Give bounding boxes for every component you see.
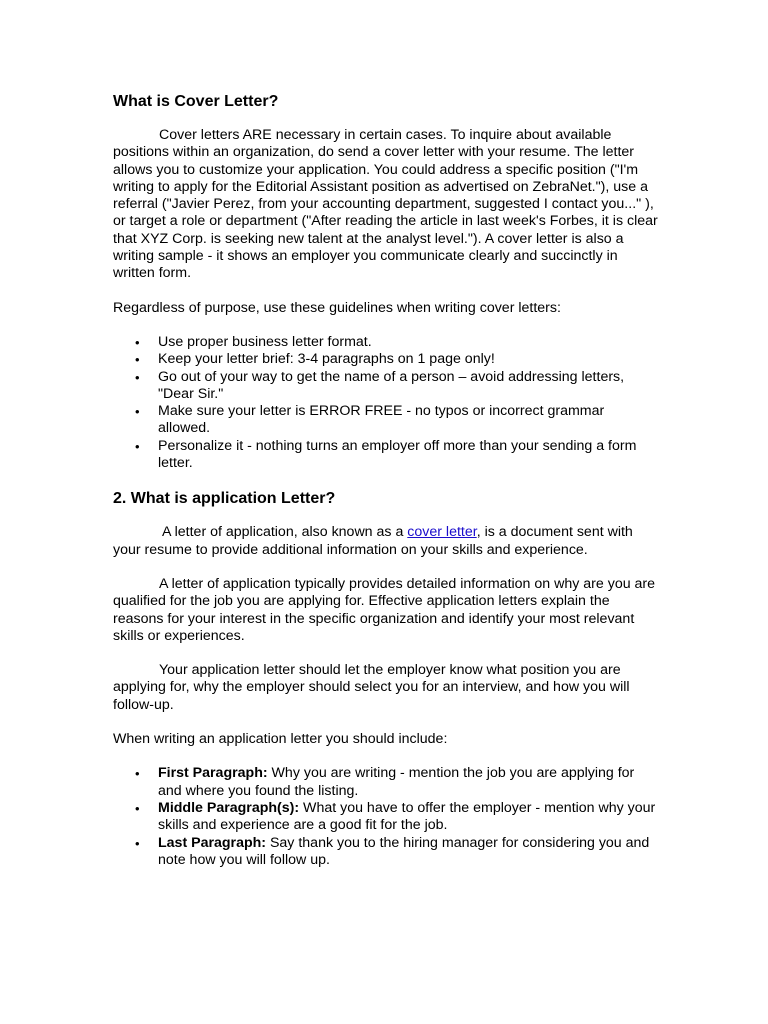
guidelines-list bbox=[113, 334, 658, 472]
bullet-icon: • bbox=[135, 835, 140, 851]
list-item: • Make sure your letter is ERROR FREE - no typos or incorrect grammar allowed. bbox=[135, 403, 605, 437]
document-page bbox=[113, 92, 658, 886]
bullet-icon: • bbox=[135, 352, 140, 368]
bullet-icon: • bbox=[135, 438, 140, 454]
list-item: • Middle Paragraph(s): What you have to offer the employer - mention why your skills and experience are a good fit for the job. bbox=[135, 799, 656, 834]
application-list bbox=[113, 765, 658, 869]
list-item: • First Paragraph: Why you are writing - mention the job you are applying for and where you found the listing. bbox=[135, 765, 635, 799]
application-paragraph-1: A letter of application, also known as a cover letter, is a document sent with your resume to provide additional information on your skills and experience. bbox=[113, 524, 633, 558]
cover-letter-heading: What is Cover Letter? bbox=[113, 93, 279, 110]
application-paragraph-2: A letter of application typically provides detailed information on why are you are qualified for the job you are applying for. Effective application letters explain the reasons for your interest in the specific organization and identify your most relevant skills or experiences. bbox=[113, 575, 656, 644]
list-item: • Personalize it - nothing turns an employer off more than your sending a form letter. bbox=[135, 437, 637, 472]
application-paragraph-3: Your application letter should let the employer know what position you are applying for, why the employer should select you for an interview, and how you will follow-up. bbox=[113, 662, 630, 713]
cover-letter-link[interactable]: cover letter bbox=[407, 524, 477, 541]
list-item: • Use proper business letter format. bbox=[135, 333, 372, 350]
guidelines-intro: Regardless of purpose, use these guidelines when writing cover letters: bbox=[113, 299, 561, 316]
list-item: • Last Paragraph: Say thank you to the hiring manager for considering you and note how you will follow up. bbox=[135, 834, 650, 868]
list-item: • Keep your letter brief: 3-4 paragraphs on 1 page only! bbox=[135, 351, 495, 368]
application-letter-heading: 2. What is application Letter? bbox=[113, 490, 336, 508]
bullet-icon: • bbox=[135, 369, 140, 385]
cover-letter-paragraph: Cover letters ARE necessary in certain cases. To inquire about available positions within an organization, do send a cover letter with your resume. The letter allows you to customize your application. You could address a specific position ("I'm writing to apply for the Editorial Assistant position as advertised on ZebraNet."), use a referral ("Javier Perez, from your accounting department, suggested I contact you..." ), or target a role or department ("After reading the article in last week's Forbes, it is clear that XYZ Corp. is seeking new talent at the analyst level."). A cover letter is also a writing sample - it shows an employer you communicate clearly and succinctly in written form. bbox=[113, 127, 658, 282]
bullet-icon: • bbox=[135, 766, 140, 782]
bullet-icon: • bbox=[135, 334, 140, 350]
application-intro: When writing an application letter you should include: bbox=[113, 731, 448, 748]
bullet-icon: • bbox=[135, 800, 140, 816]
list-item: • Go out of your way to get the name of a person – avoid addressing letters, "Dear Sir." bbox=[135, 368, 625, 402]
bullet-icon: • bbox=[135, 404, 140, 420]
